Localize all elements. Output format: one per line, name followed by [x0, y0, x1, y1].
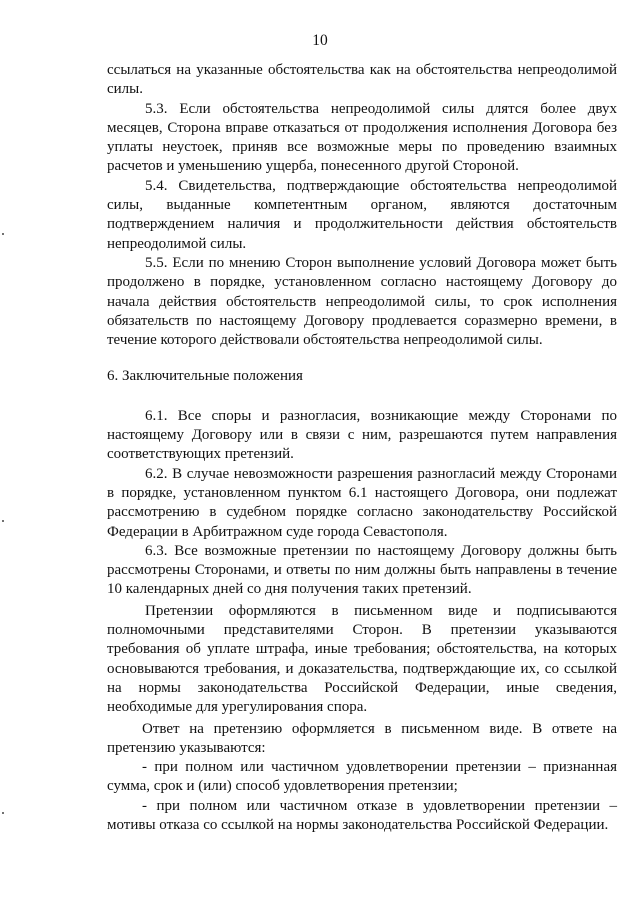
clause-6-1: 6.1. Все споры и разногласия, возникающие между Сторонами по настоящему Договору или в связи с ним, разрешаются путем направления соответствующих претензий. — [107, 407, 617, 463]
paragraph-continuation: ссылаться на указанные обстоятельства как на обстоятельства непреодолимой силы. — [107, 62, 617, 98]
claims-paragraph: Претензии оформляются в письменном виде и подписываются полномочными представителями Сторон. В претензии указываются требования об уплате штрафа, иные требования; обстоятельства, на которых основываются требования, и доказательства, подтверждающие их, со ссылкой на нормы законодательства Российской Федерации, иные сведения, необходимые для урегулирования спора. — [107, 602, 617, 716]
page-number: 10 — [312, 32, 328, 49]
clause-5-3: 5.3. Если обстоятельства непреодолимой силы длятся более двух месяцев, Сторона вправе отказаться от продолжения исполнения Договора без уплаты неустоек, приняв все возможные меры по проведению взаимных расчетов и уменьшению ущерба, понесенного другой Стороной. — [107, 100, 617, 175]
document-body — [107, 61, 617, 835]
section-title: 6. Заключительные положения — [107, 368, 303, 385]
list-item: - при полном или частичном удовлетворении претензии – признанная сумма, срок и (или) способ удовлетворения претензии; — [107, 759, 617, 795]
scan-mark — [2, 520, 4, 522]
list-item: - при полном или частичном отказе в удовлетворении претензии – мотивы отказа со ссылкой на нормы законодательства Российской Федерации. — [107, 797, 617, 833]
clause-6-2: 6.2. В случае невозможности разрешения разногласий между Сторонами в порядке, установленном пунктом 6.1 настоящего Договора, они подлежат рассмотрению в судебном порядке согласно законодательству Российской Федерации в Арбитражном суде города Севастополя. — [107, 465, 617, 540]
response-paragraph: Ответ на претензию оформляется в письменном виде. В ответе на претензию указываются: — [107, 720, 617, 756]
clause-5-5: 5.5. Если по мнению Сторон выполнение условий Договора может быть продолжено в порядке, установленном согласно настоящему Договору до начала действия обстоятельств непреодолимой силы, то срок исполнения обязательств по настоящему Договору продлевается соразмерно времени, в течение которого действовали обстоятельства непреодолимой силы. — [107, 254, 617, 349]
clause-5-4: 5.4. Свидетельства, подтверждающие обстоятельства непреодолимой силы, выданные компетентным органом, являются достаточным подтверждением наличия и продолжительности действия обстоятельств непреодолимой силы. — [107, 177, 617, 252]
scan-mark — [2, 233, 4, 235]
scan-mark — [2, 812, 4, 814]
clause-6-3: 6.3. Все возможные претензии по настоящему Договору должны быть рассмотрены Сторонами, и ответы по ним должны быть направлены в течение 10 календарных дней со дня получения таких претензий. — [107, 542, 617, 598]
